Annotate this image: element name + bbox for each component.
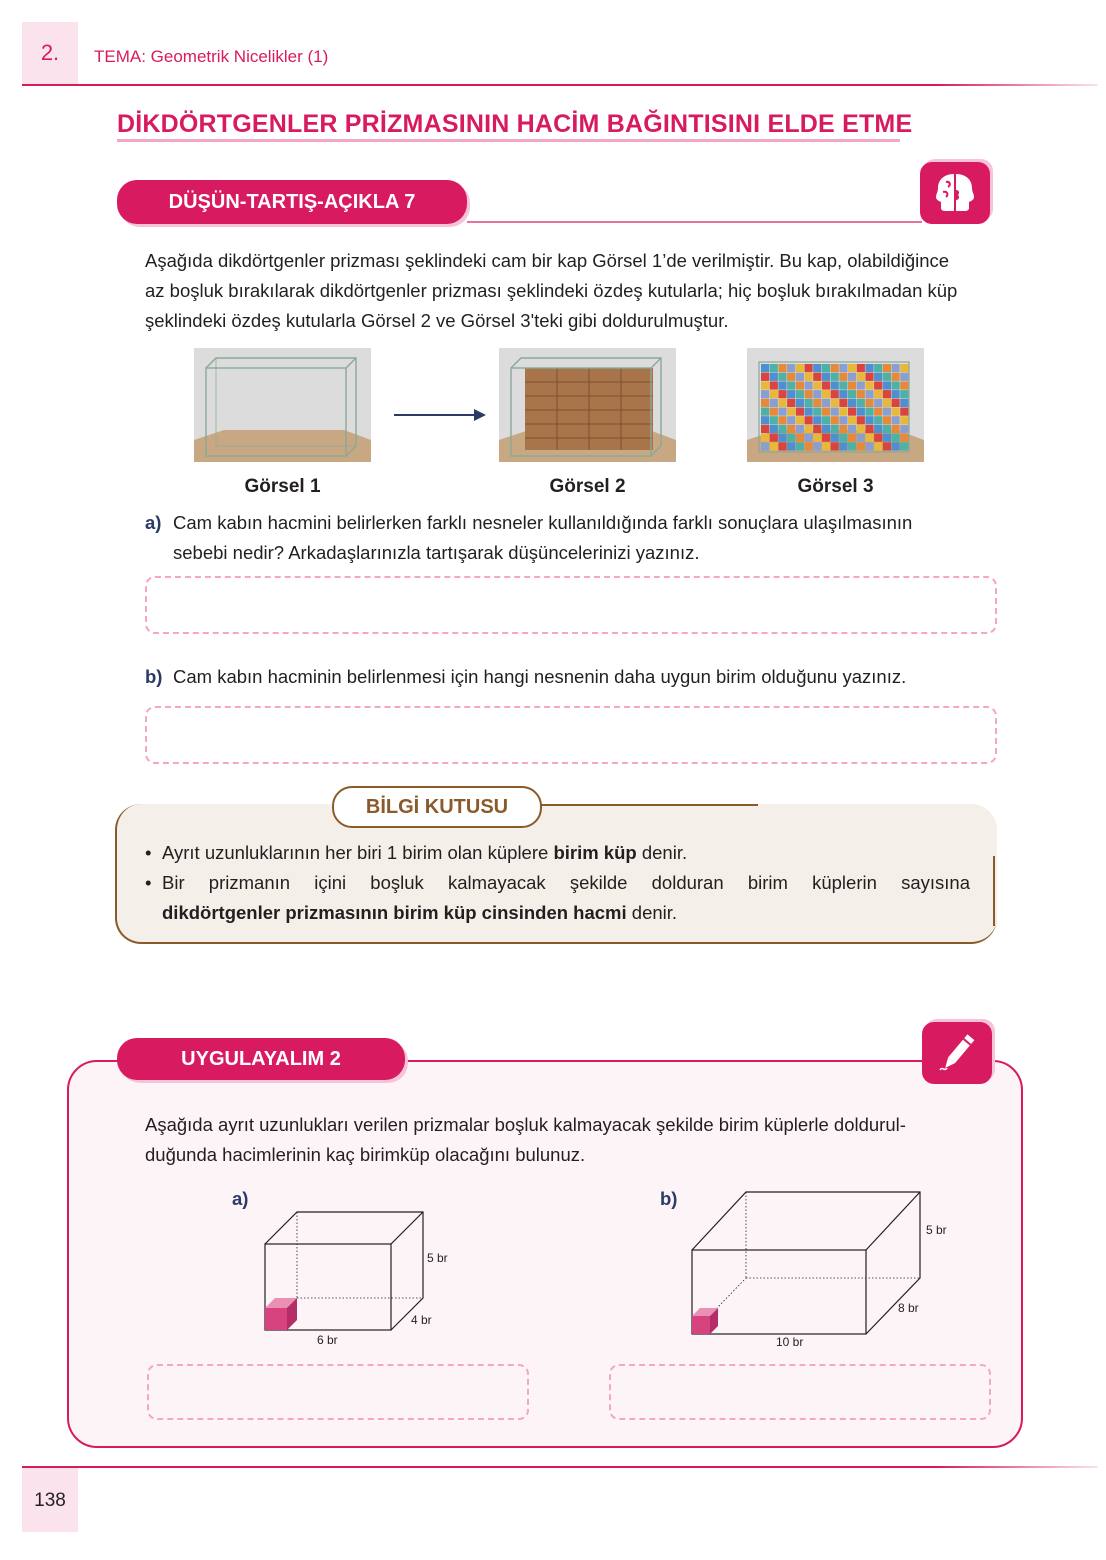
unit-cube xyxy=(822,364,830,372)
unit-cube xyxy=(883,390,891,398)
answer-box-prism-a[interactable] xyxy=(147,1364,529,1420)
unit-cube xyxy=(796,364,804,372)
unit-cube xyxy=(787,425,795,433)
unit-cube xyxy=(874,390,882,398)
info-text: Ayrıt uzunluklarının her biri 1 birim olan küplere xyxy=(162,842,554,863)
unit-cube xyxy=(865,434,873,442)
unit-cube xyxy=(805,373,813,381)
prism-b-letter: b) xyxy=(660,1188,678,1209)
unit-cube xyxy=(892,364,900,372)
unit-cube xyxy=(839,399,847,407)
unit-cube xyxy=(787,408,795,416)
info-bullet-1: • Ayrıt uzunluklarının her biri 1 birim olan küplere birim küp denir. xyxy=(145,842,688,863)
unit-cube xyxy=(822,408,830,416)
title-underline xyxy=(117,139,900,142)
unit-cube xyxy=(813,408,821,416)
unit-cube xyxy=(874,442,882,450)
unit-cube xyxy=(770,399,778,407)
unit-cube xyxy=(883,399,891,407)
unit-cube xyxy=(883,364,891,372)
unit-cube xyxy=(778,434,786,442)
unit-cube xyxy=(761,442,769,450)
unit-cube xyxy=(874,416,882,424)
unit-cube xyxy=(805,442,813,450)
unit-cube xyxy=(892,416,900,424)
unit-cube xyxy=(787,434,795,442)
answer-box-prism-b[interactable] xyxy=(609,1364,991,1420)
unit-cube xyxy=(796,434,804,442)
info-box-top-line xyxy=(538,804,758,806)
unit-cube xyxy=(796,408,804,416)
unit-cube xyxy=(865,390,873,398)
unit-cube xyxy=(857,416,865,424)
unit-cube xyxy=(778,373,786,381)
unit-cube xyxy=(857,364,865,372)
unit-cube xyxy=(805,381,813,389)
section1-intro xyxy=(145,246,995,336)
unit-cube xyxy=(761,434,769,442)
unit-cube xyxy=(813,416,821,424)
unit-cube xyxy=(822,425,830,433)
unit-cube xyxy=(831,434,839,442)
answer-box-a[interactable] xyxy=(145,576,997,634)
intro-line: Aşağıda ayrıt uzunlukları verilen prizmalar boşluk kalmayacak şekilde birim küplerle doldurul- xyxy=(145,1114,906,1135)
unit-cube xyxy=(839,381,847,389)
unit-cube xyxy=(805,408,813,416)
unit-cube xyxy=(813,390,821,398)
prism-a-height-label: 5 br xyxy=(427,1251,448,1265)
unit-cube xyxy=(900,381,908,389)
unit-cube xyxy=(892,390,900,398)
prism-a-depth-label: 4 br xyxy=(411,1313,432,1327)
unit-cube xyxy=(865,399,873,407)
question-b-letter: b) xyxy=(145,666,163,687)
unit-cube xyxy=(770,416,778,424)
unit-cube xyxy=(839,434,847,442)
unit-cube xyxy=(892,425,900,433)
unit-cube xyxy=(805,434,813,442)
unit-cube xyxy=(778,390,786,398)
unit-cube xyxy=(778,408,786,416)
info-text: denir. xyxy=(626,902,678,923)
unit-cube xyxy=(831,416,839,424)
unit-cube xyxy=(874,381,882,389)
unit-cube xyxy=(900,434,908,442)
unit-cube xyxy=(805,416,813,424)
unit-cube xyxy=(892,399,900,407)
unit-cube xyxy=(787,416,795,424)
unit-cube xyxy=(865,373,873,381)
section-pill-uygulayalim: UYGULAYALIM 2 xyxy=(117,1038,405,1080)
unit-cube xyxy=(892,442,900,450)
image-tank-with-boxes xyxy=(499,348,676,462)
unit-cube xyxy=(805,364,813,372)
info-box-right-line xyxy=(993,856,995,926)
question-line: sebebi nedir? Arkadaşlarınızla tartışarak düşüncelerinizi yazınız. xyxy=(173,542,700,563)
unit-cube xyxy=(883,442,891,450)
caption-gorsel-1: Görsel 1 xyxy=(244,476,321,497)
unit-cube xyxy=(796,399,804,407)
unit-cube xyxy=(900,442,908,450)
unit-cube xyxy=(822,390,830,398)
unit-cube xyxy=(813,425,821,433)
unit-cube xyxy=(892,373,900,381)
unit-cube xyxy=(822,416,830,424)
unit-cube xyxy=(839,425,847,433)
unit-cube xyxy=(770,390,778,398)
unit-cube xyxy=(822,434,830,442)
unit-cube xyxy=(848,425,856,433)
page-number: 138 xyxy=(34,1490,66,1511)
unit-cube xyxy=(857,425,865,433)
section-pill-dusun: DÜŞÜN-TARTIŞ-AÇIKLA 7 xyxy=(117,180,467,224)
unit-cube xyxy=(831,390,839,398)
info-bold: birim küp xyxy=(553,842,637,863)
unit-cube xyxy=(865,381,873,389)
intro-line: az boşluk bırakılarak dikdörtgenler prizması şeklindeki özdeş kutularla; hiç boşluk bırakılmadan küp xyxy=(145,280,958,301)
unit-cube xyxy=(900,390,908,398)
unit-cube xyxy=(857,399,865,407)
unit-cube xyxy=(874,373,882,381)
unit-cube xyxy=(813,381,821,389)
unit-cube xyxy=(848,373,856,381)
unit-cube xyxy=(865,408,873,416)
intro-line: şeklindeki özdeş kutularla Görsel 2 ve Görsel 3'teki gibi doldurulmuştur. xyxy=(145,310,729,331)
unit-cube xyxy=(865,416,873,424)
unit-cube xyxy=(831,425,839,433)
unit-cube xyxy=(865,425,873,433)
unit-cube xyxy=(831,408,839,416)
unit-cube xyxy=(813,373,821,381)
info-box-label: BİLGİ KUTUSU xyxy=(332,786,542,828)
unit-cube xyxy=(805,399,813,407)
unit-cube xyxy=(778,381,786,389)
unit-cube xyxy=(831,364,839,372)
unit-cube xyxy=(857,408,865,416)
image-tank-with-unit-cubes xyxy=(747,348,924,462)
unit-cube xyxy=(857,434,865,442)
unit-cube xyxy=(770,381,778,389)
unit-cube xyxy=(839,408,847,416)
unit-cube xyxy=(857,373,865,381)
unit-cube xyxy=(778,416,786,424)
unit-cube xyxy=(787,381,795,389)
unit-cube xyxy=(848,442,856,450)
unit-cube xyxy=(770,434,778,442)
arrow-right-icon xyxy=(392,406,488,424)
unit-cube xyxy=(796,373,804,381)
prism-a-length-label: 6 br xyxy=(317,1333,338,1347)
prism-b-height-label: 5 br xyxy=(926,1223,947,1237)
unit-cube xyxy=(796,381,804,389)
unit-cube xyxy=(839,364,847,372)
footer-rule xyxy=(22,1466,1098,1468)
unit-cube xyxy=(857,390,865,398)
unit-cube xyxy=(822,373,830,381)
question-a-letter: a) xyxy=(145,512,162,533)
info-bold: dikdörtgenler prizmasının birim küp cinsinden hacmi xyxy=(162,902,627,923)
unit-cube xyxy=(900,425,908,433)
unit-cube xyxy=(761,425,769,433)
prism-b-diagram xyxy=(682,1184,962,1354)
unit-cube xyxy=(900,408,908,416)
info-text: Bir prizmanın içini boşluk kalmayacak şekilde dolduran birim küplerin sayısına xyxy=(162,872,970,893)
unit-cube xyxy=(900,399,908,407)
prism-a-letter: a) xyxy=(232,1188,249,1209)
unit-cube xyxy=(874,425,882,433)
unit-cube xyxy=(787,364,795,372)
unit-cube xyxy=(865,442,873,450)
unit-cube xyxy=(813,442,821,450)
pencil-icon xyxy=(922,1022,992,1084)
question-a-text xyxy=(173,508,998,568)
unit-cube xyxy=(813,364,821,372)
unit-cube xyxy=(874,364,882,372)
unit-cube xyxy=(892,381,900,389)
chapter-number: 2. xyxy=(40,40,60,65)
unit-cube xyxy=(892,434,900,442)
prism-b-length-label: 10 br xyxy=(776,1335,804,1349)
unit-cube xyxy=(883,416,891,424)
unit-cube xyxy=(865,364,873,372)
unit-cube xyxy=(813,399,821,407)
info-text: denir. xyxy=(636,842,688,863)
unit-cube xyxy=(831,399,839,407)
section-pill-line xyxy=(467,221,922,223)
unit-cube xyxy=(822,399,830,407)
unit-cube xyxy=(874,408,882,416)
unit-cube xyxy=(883,408,891,416)
unit-cube xyxy=(805,425,813,433)
unit-cube xyxy=(761,364,769,372)
unit-cube xyxy=(848,399,856,407)
tema-title: TEMA: Geometrik Nicelikler (1) xyxy=(94,47,329,66)
header-rule xyxy=(22,84,1098,86)
unit-cube xyxy=(883,434,891,442)
unit-cube xyxy=(787,390,795,398)
unit-cube xyxy=(778,425,786,433)
unit-cube xyxy=(848,381,856,389)
unit-cube xyxy=(839,416,847,424)
unit-cube xyxy=(900,364,908,372)
unit-cube xyxy=(761,381,769,389)
unit-cube xyxy=(770,408,778,416)
unit-cube xyxy=(839,373,847,381)
unit-cube xyxy=(848,408,856,416)
unit-cube xyxy=(857,442,865,450)
unit-cube xyxy=(848,390,856,398)
page-title: DİKDÖRTGENLER PRİZMASININ HACİM BAĞINTISINI ELDE ETME xyxy=(117,110,913,138)
caption-gorsel-3: Görsel 3 xyxy=(797,476,874,497)
unit-cube xyxy=(813,434,821,442)
prism-a-diagram xyxy=(255,1200,465,1350)
unit-cube xyxy=(796,442,804,450)
unit-cube xyxy=(831,442,839,450)
unit-cube xyxy=(796,425,804,433)
unit-cube xyxy=(761,373,769,381)
unit-cube xyxy=(761,399,769,407)
unit-cube xyxy=(778,364,786,372)
unit-cube xyxy=(796,390,804,398)
question-b-text: Cam kabın hacminin belirlenmesi için hangi nesnenin daha uygun birim olduğunu yazınız. xyxy=(173,666,907,687)
unit-cube xyxy=(874,434,882,442)
unit-cube xyxy=(892,408,900,416)
unit-cube xyxy=(778,399,786,407)
unit-cube xyxy=(796,416,804,424)
unit-cube xyxy=(839,442,847,450)
caption-gorsel-2: Görsel 2 xyxy=(549,476,626,497)
unit-cube xyxy=(874,399,882,407)
unit-cube xyxy=(848,434,856,442)
unit-cube xyxy=(883,381,891,389)
unit-cube xyxy=(770,425,778,433)
unit-cube xyxy=(761,408,769,416)
unit-cube xyxy=(787,399,795,407)
unit-cube xyxy=(831,381,839,389)
section2-intro xyxy=(145,1110,1000,1170)
prism-b-depth-label: 8 br xyxy=(898,1301,919,1315)
answer-box-b[interactable] xyxy=(145,706,997,764)
unit-cube xyxy=(822,381,830,389)
info-bullet-2 xyxy=(162,868,970,928)
brain-puzzle-icon xyxy=(920,162,990,224)
unit-cube xyxy=(883,373,891,381)
unit-cube xyxy=(778,442,786,450)
unit-cube xyxy=(831,373,839,381)
unit-cube xyxy=(848,364,856,372)
unit-cube xyxy=(883,425,891,433)
unit-cube xyxy=(787,442,795,450)
unit-cube xyxy=(761,416,769,424)
image-empty-glass-tank xyxy=(194,348,371,462)
unit-cube xyxy=(805,390,813,398)
unit-cube xyxy=(900,373,908,381)
unit-cube xyxy=(900,416,908,424)
unit-cube xyxy=(822,442,830,450)
unit-cube xyxy=(770,442,778,450)
unit-cube xyxy=(857,381,865,389)
unit-cube xyxy=(787,373,795,381)
intro-line: duğunda hacimlerinin kaç birimküp olacağını bulunuz. xyxy=(145,1144,586,1165)
unit-cube xyxy=(761,390,769,398)
unit-cube xyxy=(848,416,856,424)
unit-cube xyxy=(770,364,778,372)
bullet-dot: • xyxy=(145,872,152,893)
unit-cube xyxy=(770,373,778,381)
unit-cube xyxy=(839,390,847,398)
intro-line: Aşağıda dikdörtgenler prizması şeklindeki cam bir kap Görsel 1’de verilmiştir. Bu kap, olabildiğince xyxy=(145,250,950,271)
question-line: Cam kabın hacmini belirlerken farklı nesneler kullanıldığında farklı sonuçlara ulaşılmasının xyxy=(173,512,913,533)
